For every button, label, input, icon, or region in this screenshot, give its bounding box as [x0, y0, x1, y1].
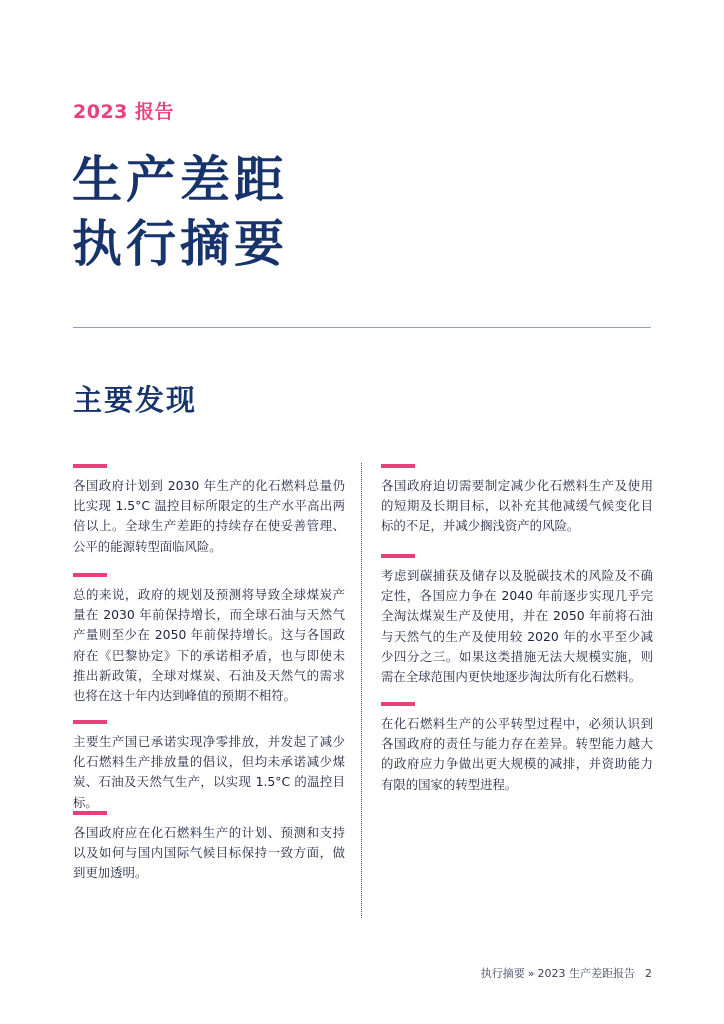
- accent-bar: [73, 464, 107, 468]
- accent-bar: [381, 464, 415, 468]
- finding-left-2: [73, 573, 345, 706]
- finding-right-1: [381, 464, 653, 537]
- column-divider: [361, 463, 362, 918]
- finding-text: 各国政府计划到 2030 年生产的化石燃料总量仍比实现 1.5°C 温控目标所限定的生产水平高出两倍以上。全球生产差距的持续存在使妥善管理、公平的能源转型面临风险。: [73, 478, 345, 554]
- finding-right-2: [381, 554, 653, 687]
- accent-bar: [381, 554, 415, 558]
- finding-text: 总的来说，政府的规划及预测将导致全球煤炭产量在 2030 年前保持增长，而全球石油与天然气产量则至少在 2050 年前保持增长。这与各国政府在《巴黎协定》下的承诺相矛盾，也与即使未推出新政策，全球对煤炭、石油及天然气的需求也将在这十年内达到峰值的预期不相符。: [73, 587, 345, 704]
- footer-report: 2023 生产差距报告: [537, 967, 635, 980]
- title-line-2: 执行摘要: [72, 215, 288, 273]
- section-title: 主要发现: [73, 383, 198, 417]
- title-divider: [73, 327, 651, 328]
- title-line-1: 生产差距: [72, 151, 288, 209]
- accent-bar: [73, 573, 107, 577]
- finding-left-1: [73, 464, 345, 557]
- accent-bar: [73, 811, 107, 815]
- finding-text: 考虑到碳捕获及储存以及脱碳技术的风险及不确定性，各国应力争在 2040 年前逐步实现几乎完全淘汰煤炭生产及使用，并在 2050 年前将石油与天然气的生产及使用较 2020 年的水平至少减少四分之三。如果这类措施无法大规模实施，则需在全球范围内更快地逐步淘汰所有化石燃料。: [381, 568, 653, 685]
- finding-left-3: [73, 720, 345, 813]
- finding-text: 在化石燃料生产的公平转型过程中，必须认识到各国政府的责任与能力存在差异。转型能力越大的政府应力争做出更大规模的减排，并资助能力有限的国家的转型进程。: [381, 716, 653, 792]
- accent-bar: [381, 702, 415, 706]
- accent-bar: [73, 720, 107, 724]
- page-number: 2: [645, 967, 652, 980]
- report-kicker: 2023 报告: [73, 101, 174, 123]
- finding-text: 各国政府迫切需要制定减少化石燃料生产及使用的短期及长期目标，以补充其他减缓气候变化目标的不足，并减少搁浅资产的风险。: [381, 478, 653, 534]
- finding-text: 主要生产国已承诺实现净零排放，并发起了减少化石燃料生产排放量的倡议，但均未承诺减少煤炭、石油及天然气生产，以实现 1.5°C 的温控目标。: [73, 734, 345, 810]
- finding-left-4: [73, 811, 345, 884]
- footer-section: 执行摘要: [480, 967, 525, 980]
- page-title: [72, 148, 288, 276]
- finding-right-3: [381, 702, 653, 795]
- finding-text: 各国政府应在化石燃料生产的计划、预测和支持以及如何与国内国际气候目标保持一致方面，做到更加透明。: [73, 825, 345, 881]
- footer-separator: »: [527, 967, 535, 980]
- page-footer: [481, 965, 652, 981]
